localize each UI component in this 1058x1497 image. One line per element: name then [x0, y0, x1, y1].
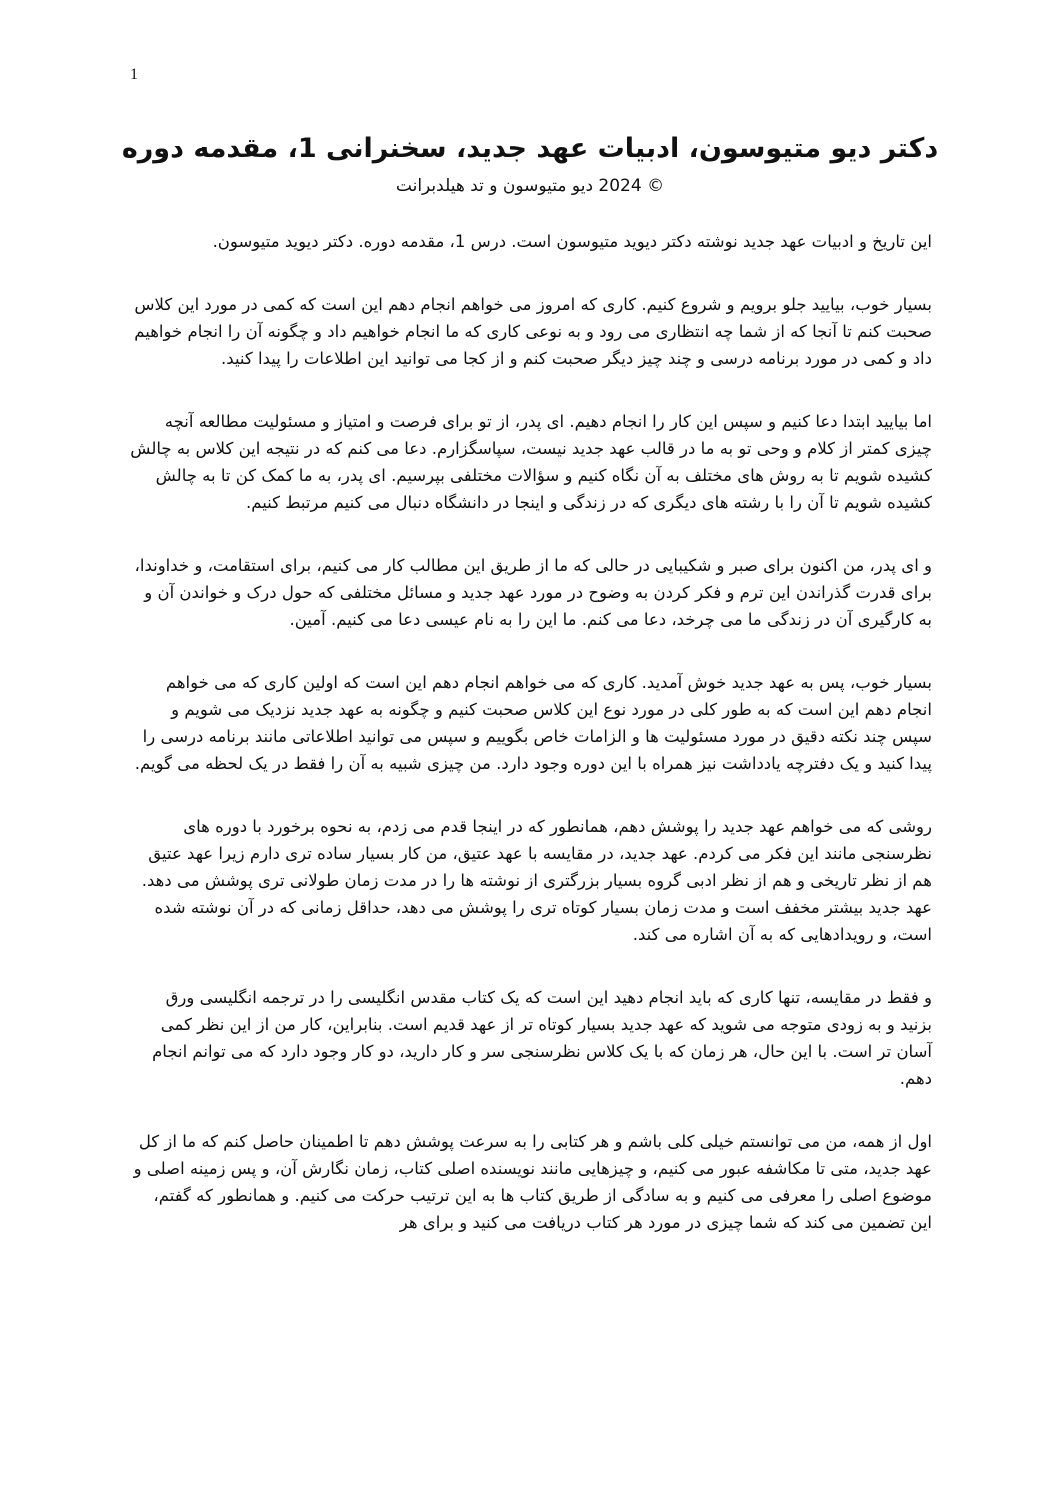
paragraph-first-option: اول از همه، من می توانستم خیلی کلی باشم و هر کتابی را به سرعت پوشش دهم تا اطمینان حاصل کنم که ما از کل عهد جدید، متی تا مکاشفه عبور می کنیم، و چیزهایی مانند نویسنده اصلی کتاب، زمان نگارش آن، و پس زمینه اصلی و موضوع اصلی را معرفی می کنیم و به سادگی از طریق کتاب ها به این ترتیب حرکت می کنیم. و همانطور که گفتم، این تضمین می کند که شما چیزی در مورد هر کتاب دریافت می کنید و برای هر — [133, 1132, 932, 1232]
page-number: 1 — [130, 66, 138, 83]
paragraph-welcome: بسیار خوب، پس به عهد جدید خوش آمدید. کاری که می خواهم انجام دهم این است که اولین کاری که می خواهم انجام دهم این است که به طور کلی در مورد نوع این کلاس صحبت کنیم و چگونه به عهد جدید نزدیک می شویم و سپس چند نکته دقیق در مورد مسئولیت ها و الزامات خاص بگوییم و سپس می توانید اطلاعاتی مانند برنامه درسی را پیدا کنید و یک دفترچه یادداشت نیز همراه با این دوره وجود دارد. من چیزی شبیه به آن را فقط در یک لحظه می گویم. — [134, 673, 932, 773]
paragraph-prayer-opening: اما بیایید ابتدا دعا کنیم و سپس این کار را انجام دهیم. ای پدر، از تو برای فرصت و امتیاز و مسئولیت مطالعه آنچه چیزی کمتر از کلام و وحی تو به ما در قالب عهد جدید نیست، سپاسگزارم. دعا می کنم که در نتیجه این کلاس به چالش کشیده شویم تا به روش های مختلف به آن نگاه کنیم و سؤالات مختلفی بپرسیم. ای پدر، به ما کمک کن تا به چالش کشیده شویم تا آن را با رشته های دیگری که در زندگی و اینجا در دانشگاه دنبال می کنیم مرتبط کنیم. — [130, 412, 932, 512]
copyright-line: © 2024 دیو متیوسون و تد هیلدبرانت — [395, 176, 665, 196]
paragraph-prayer-closing: و ای پدر، من اکنون برای صبر و شکیبایی در حالی که ما از طریق این مطالب کار می کنیم، برای استقامت، و خداوندا، برای قدرت گذراندن این ترم و فکر کردن به وضوح در مورد عهد جدید و مسائل مختلفی که حول درک و خواندن آن و به کارگیری آن در زندگی ما می چرخد، دعا می کنم. ما این را به نام عیسی دعا می کنیم. آمین. — [134, 556, 932, 629]
paragraph-intro: این تاریخ و ادبیات عهد جدید نوشته دکتر دیوید متیوسون است. درس 1، مقدمه دوره. دکتر دیوید متیوسون. — [212, 232, 932, 251]
paragraph-survey-approach: روشی که می خواهم عهد جدید را پوشش دهم، همانطور که در اینجا قدم می زدم، به نحوه برخورد با دوره های نظرسنجی مانند این فکر می کردم. عهد جدید، در مقایسه با عهد عتیق، من کار بسیار ساده تری دارم زیرا عهد عتیق هم از نظر تاریخی و هم از نظر ادبی گروه بسیار بزرگتری از نوشته ها را در مدت زمان طولانی تری پوشش می دهد. عهد جدید بیشتر مخفف است و مدت زمان بسیار کوتاه تری را پوشش می دهد، حداقل زمانی که در آن نوشته شده است، و رویدادهایی که به آن اشاره می کند. — [141, 817, 932, 944]
document-title: دکتر دیو متیوسون، ادبیات عهد جدید، سخنرانی 1، مقدمه دوره — [121, 133, 939, 164]
document-body — [130, 228, 932, 1272]
paragraph-comparison: و فقط در مقایسه، تنها کاری که باید انجام دهید این است که یک کتاب مقدس انگلیسی را در ترجمه انگلیسی ورق بزنید و به زودی متوجه می شوید که عهد جدید بسیار کوتاه تر از عهد قدیم است. بنابراین، کار من از این نظر کمی آسان تر است. با این حال، هر زمان که با یک کلاس نظرسنجی سر و کار دارید، دو کار وجود دارد که می توانم انجام دهم. — [152, 988, 932, 1088]
paragraph-course-overview: بسیار خوب، بیایید جلو برویم و شروع کنیم. کاری که امروز می خواهم انجام دهم این است که کمی در مورد این کلاس صحبت کنم تا آنجا که از شما چه انتظاری می رود و به نوعی کاری که ما انجام خواهیم داد و چگونه آن را انجام خواهیم داد و کمی در مورد برنامه درسی و چند چیز دیگر صحبت کنم و از کجا می توانید این اطلاعات را پیدا کنید. — [134, 295, 932, 368]
